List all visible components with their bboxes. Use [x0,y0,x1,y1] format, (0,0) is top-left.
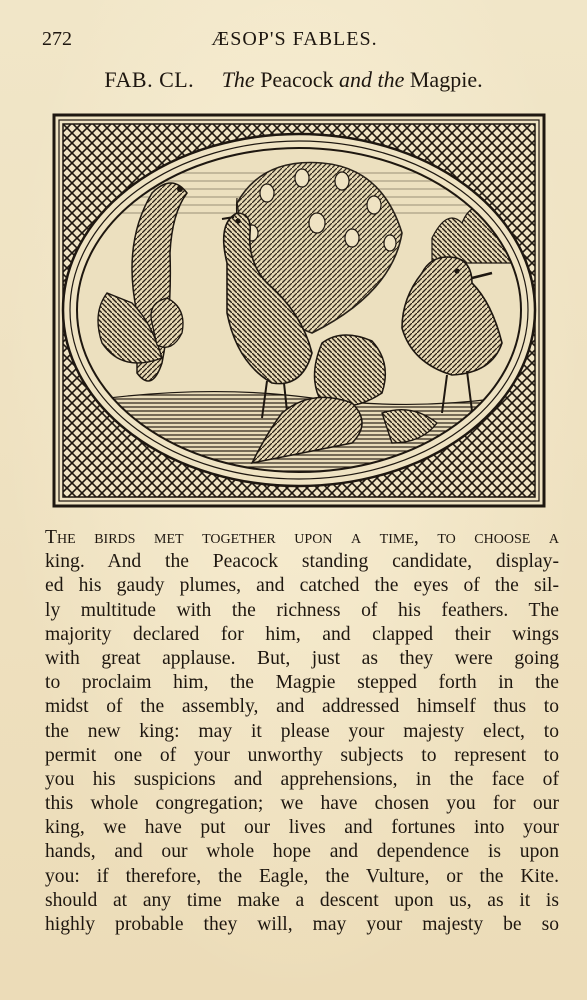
body-line-4: majority declared for him, and clapped their wings [45,623,559,645]
body-line-13: hands, and our whole hope and dependence is upon [45,841,559,863]
fable-title-and-the: and the [338,67,405,92]
body-line-8: the new king: may it please your majesty elect, to [45,720,559,742]
body-line-6: to proclaim him, the Magpie stepped forth in the [45,672,559,694]
fable-title-the: The [221,67,255,92]
body-line-0: The birds met together upon a time, to choose a [45,527,559,548]
body-line-5: with great applause. But, just as they were going [45,647,559,669]
body-line [45,526,559,550]
body-line-12: king, we have put our lives and fortunes into your [45,817,559,839]
running-head [42,28,547,54]
body-line-11: this whole congregation; we have chosen you for our [45,793,559,815]
fable-title-magpie: Magpie. [409,67,483,92]
body-line-16: highly probable they will, may your majesty be so [45,914,559,935]
body-line-14: you: if therefore, the Eagle, the Vulture, or the Kite. [45,865,559,887]
body-line-9: permit one of your unworthy subjects to represent to [45,744,559,766]
fable-body [45,526,559,937]
fable-title-peacock: Peacock [260,67,334,92]
fable-number: FAB. CL. [104,67,195,92]
body-line-10: you his suspicions and apprehensions, in the face of [45,768,559,790]
woodcut-illustration [52,113,546,508]
body-line-1: king. And the Peacock standing candidate, display- [45,551,559,573]
fable-heading [0,67,587,93]
body-line-15: should at any time make a descent upon us, as it is [45,889,559,911]
body-line-3: ly multitude with the richness of his feathers. The [45,599,559,621]
page-number: 272 [42,28,72,50]
running-title: ÆSOP'S FABLES. [211,28,378,50]
body-line-2: ed his gaudy plumes, and catched the eyes of the sil- [45,575,559,597]
body-line-7: midst of the assembly, and addressed himself thus to [45,696,559,718]
